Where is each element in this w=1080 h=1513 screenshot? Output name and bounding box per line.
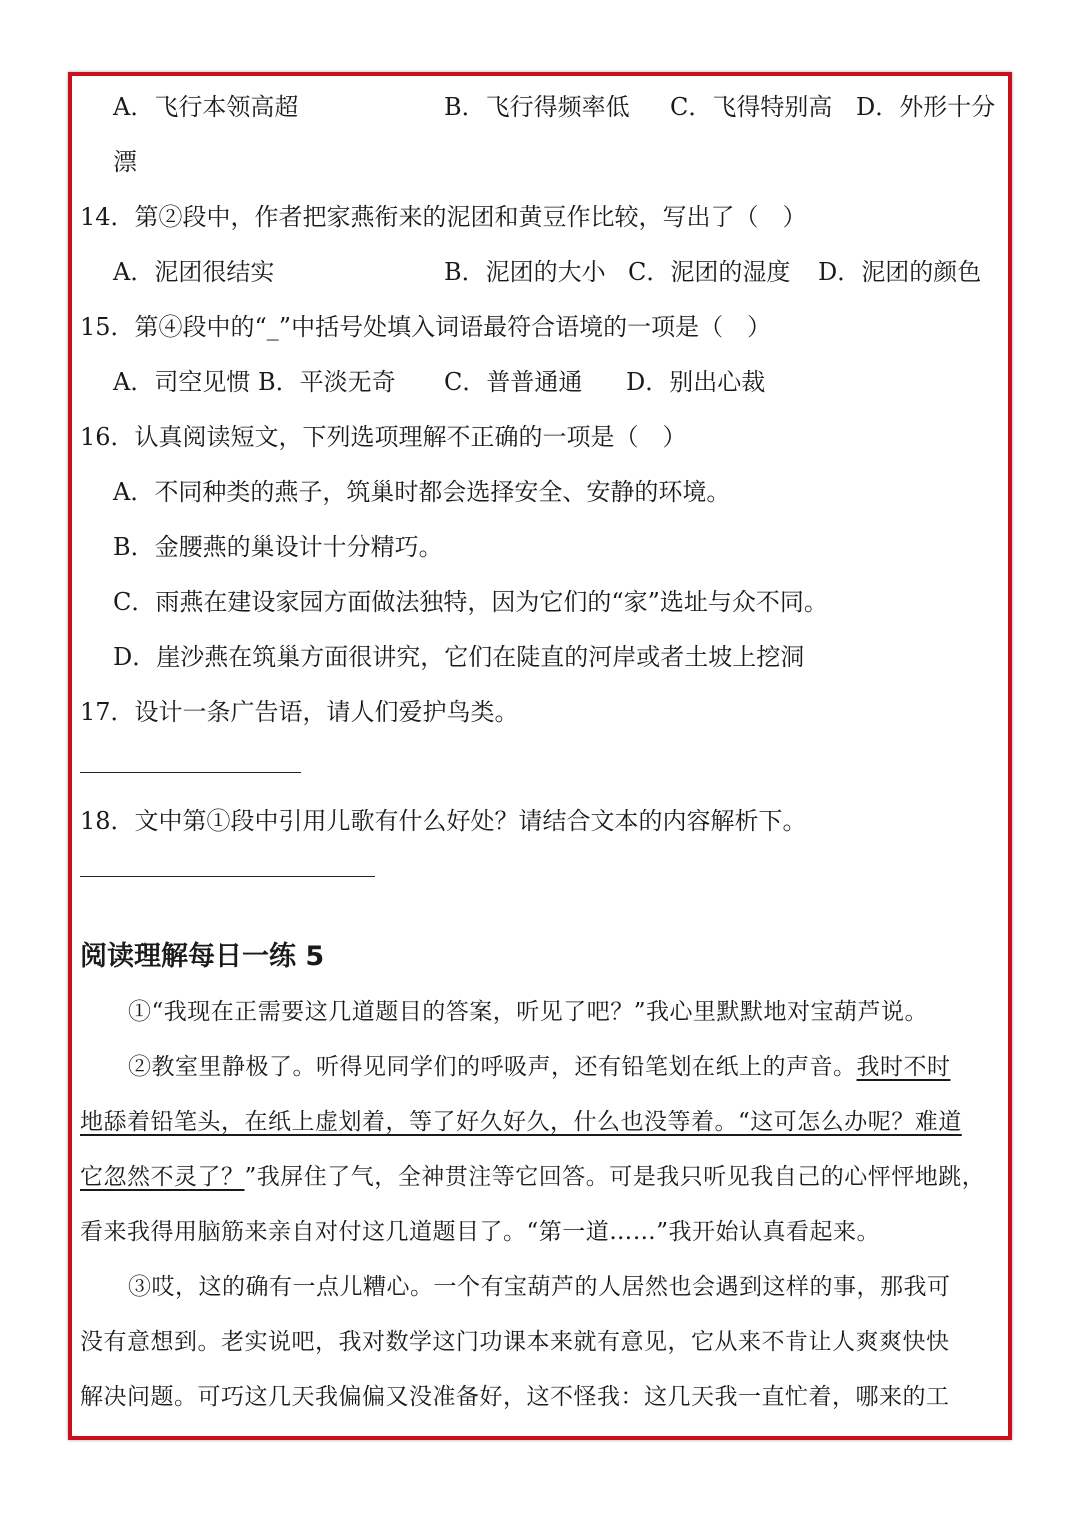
p2-line1-underlined: 我时不时 bbox=[856, 1054, 951, 1080]
q13-option-a[interactable]: A．飞行本领高超 bbox=[113, 93, 299, 121]
passage-paragraph-2-line-3 bbox=[80, 1162, 985, 1192]
q15-option-d[interactable]: D．别出心裁 bbox=[626, 368, 766, 396]
q13-option-d[interactable]: D．外形十分 bbox=[856, 93, 996, 121]
q17-answer-line[interactable] bbox=[80, 772, 301, 773]
q18-stem: 18．文中第①段中引用儿歌有什么好处？请结合文本的内容解析下。 bbox=[80, 807, 807, 835]
passage-paragraph-3-line-2: 没有意想到。老实说吧，我对数学这门功课本来就有意见，它从来不肯让人爽爽快快 bbox=[80, 1329, 950, 1355]
p2-line3-plain: ”我屏住了气，全神贯注等它回答。可是我只听见我自己的心怦怦地跳， bbox=[244, 1164, 986, 1190]
q13-option-d-continuation: 漂 bbox=[113, 148, 137, 176]
passage-paragraph-3-line-3: 解决问题。可巧这几天我偏偏又没准备好，这不怪我：这几天我一直忙着，哪来的工 bbox=[80, 1384, 950, 1410]
q14-option-b[interactable]: B．泥团的大小 bbox=[444, 258, 606, 286]
q14-option-d[interactable]: D．泥团的颜色 bbox=[818, 258, 982, 286]
q16-option-a[interactable]: A．不同种类的燕子，筑巢时都会选择安全、安静的环境。 bbox=[113, 478, 731, 506]
q15-option-c[interactable]: C．普普通通 bbox=[444, 368, 583, 396]
p2-line1-plain: ②教室里静极了。听得见同学们的呼吸声，还有铅笔划在纸上的声音。 bbox=[128, 1054, 857, 1080]
q14-option-c[interactable]: C．泥团的湿度 bbox=[628, 258, 791, 286]
q15-stem: 15．第④段中的“_”中括号处填入词语最符合语境的一项是（ ） bbox=[80, 313, 772, 341]
section-title: 阅读理解每日一练 5 bbox=[80, 941, 325, 972]
q16-stem: 16．认真阅读短文，下列选项理解不正确的一项是（ ） bbox=[80, 423, 687, 451]
passage-paragraph-2-line-4: 看来我得用脑筋来亲自对付这几道题目了。“第一道……”我开始认真看起来。 bbox=[80, 1219, 881, 1245]
q15-option-b[interactable]: B．平淡无奇 bbox=[258, 368, 396, 396]
passage-paragraph-1: ①“我现在正需要这几道题目的答案，听见了吧？”我心里默默地对宝葫芦说。 bbox=[128, 999, 929, 1025]
q13-option-b[interactable]: B．飞行得频率低 bbox=[444, 93, 630, 121]
q18-answer-line[interactable] bbox=[80, 876, 375, 877]
q16-option-d[interactable]: D．崖沙燕在筑巢方面很讲究，它们在陡直的河岸或者土坡上挖洞 bbox=[113, 643, 805, 671]
q17-stem: 17．设计一条广告语，请人们爱护鸟类。 bbox=[80, 698, 519, 726]
q16-option-c[interactable]: C．雨燕在建设家园方面做法独特，因为它们的“家”选址与众不同。 bbox=[113, 588, 828, 616]
q14-option-a[interactable]: A．泥团很结实 bbox=[113, 258, 275, 286]
passage-paragraph-2-line-2: 地舔着铅笔头，在纸上虚划着，等了好久好久，什么也没等着。“这可怎么办呢？难道 bbox=[80, 1109, 962, 1135]
q13-option-c[interactable]: C．飞得特别高 bbox=[670, 93, 833, 121]
p2-line3-underlined: 它忽然不灵了？ bbox=[80, 1164, 245, 1190]
passage-paragraph-2-line-1 bbox=[128, 1052, 951, 1082]
q15-option-a[interactable]: A．司空见惯 bbox=[113, 368, 251, 396]
q16-option-b[interactable]: B．金腰燕的巢设计十分精巧。 bbox=[113, 533, 443, 561]
q14-stem: 14．第②段中，作者把家燕衔来的泥团和黄豆作比较，写出了（ ） bbox=[80, 203, 807, 231]
passage-paragraph-3-line-1: ③哎，这的确有一点儿糟心。一个有宝葫芦的人居然也会遇到这样的事，那我可 bbox=[128, 1274, 951, 1300]
